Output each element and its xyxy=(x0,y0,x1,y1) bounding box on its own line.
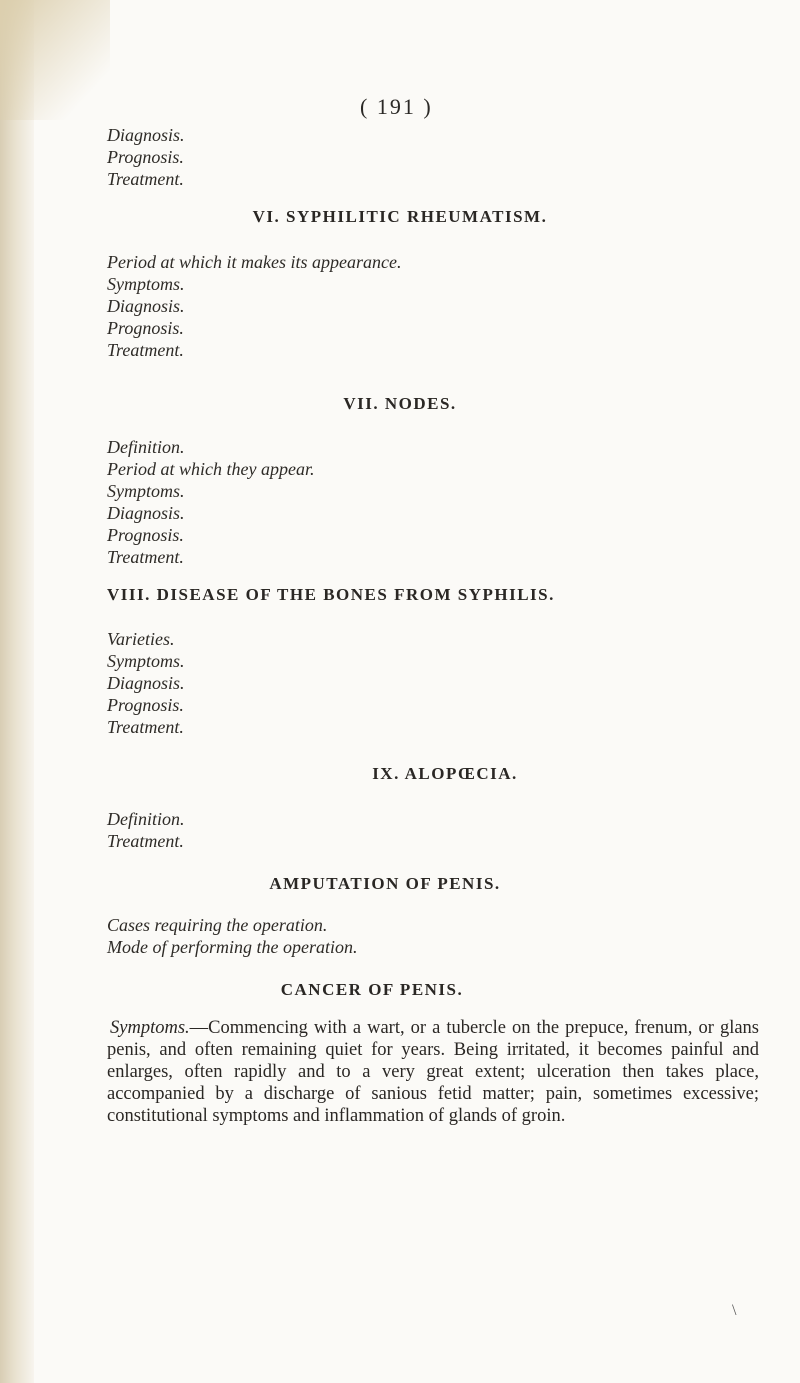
list-item: Symptoms. xyxy=(107,651,185,671)
list-item: Diagnosis. xyxy=(107,673,185,693)
section-list-nodes xyxy=(107,436,314,568)
list-item: Prognosis. xyxy=(107,147,184,167)
list-item: Period at which it makes its appearance. xyxy=(107,252,402,272)
list-item: Period at which they appear. xyxy=(107,459,315,479)
section-heading-cancer-of-penis: CANCER OF PENIS. xyxy=(280,980,464,999)
section-list-amputation-of-penis xyxy=(107,914,357,958)
list-item: Treatment. xyxy=(107,717,184,737)
list-item: Diagnosis. xyxy=(107,296,185,316)
section-heading-nodes: VII. NODES. xyxy=(343,394,457,413)
section-heading-syphilitic-rheumatism: VI. SYPHILITIC RHEUMATISM. xyxy=(252,207,548,226)
list-item: Treatment. xyxy=(107,547,184,567)
list-item: Symptoms. xyxy=(107,274,185,294)
top-list xyxy=(107,124,185,190)
paragraph-text: —Commencing with a wart, or a tubercle on the prepuce, frenum, or glans penis, and often remaining quiet for years. Being irritated, it becomes painful and enlarges, often rapidly and to a very great extent; ulceration then takes place, accompanied by a discharge of sanious fetid matter; pain, sometimes excessive; constitutional symptoms and inflammation of glands of groin. xyxy=(107,1018,759,1126)
section-heading-alopoecia: IX. ALOPŒCIA. xyxy=(372,764,518,783)
list-item: Prognosis. xyxy=(107,318,184,338)
list-item: Definition. xyxy=(107,809,185,829)
list-item: Diagnosis. xyxy=(107,125,185,145)
list-item: Diagnosis. xyxy=(107,503,185,523)
list-item: Treatment. xyxy=(107,169,184,189)
list-item: Prognosis. xyxy=(107,525,184,545)
list-item: Treatment. xyxy=(107,340,184,360)
cancer-symptoms-paragraph xyxy=(107,1017,759,1127)
section-heading-amputation-of-penis: AMPUTATION OF PENIS. xyxy=(269,874,501,893)
paragraph-lead: Symptoms. xyxy=(110,1018,190,1038)
list-item: Symptoms. xyxy=(107,481,185,501)
page-number: ( 191 ) xyxy=(360,94,433,119)
section-heading-disease-of-bones: VIII. DISEASE OF THE BONES FROM SYPHILIS. xyxy=(107,585,555,604)
section-list-syphilitic-rheumatism xyxy=(107,251,401,361)
list-item: Definition. xyxy=(107,437,185,457)
section-list-disease-of-bones xyxy=(107,628,185,738)
list-item: Prognosis. xyxy=(107,695,184,715)
section-list-alopoecia xyxy=(107,808,185,852)
list-item: Treatment. xyxy=(107,831,184,851)
stray-mark: \ xyxy=(732,1302,737,1319)
list-item: Varieties. xyxy=(107,629,175,649)
list-item: Cases requiring the operation. xyxy=(107,915,328,935)
list-item: Mode of performing the operation. xyxy=(107,937,358,957)
